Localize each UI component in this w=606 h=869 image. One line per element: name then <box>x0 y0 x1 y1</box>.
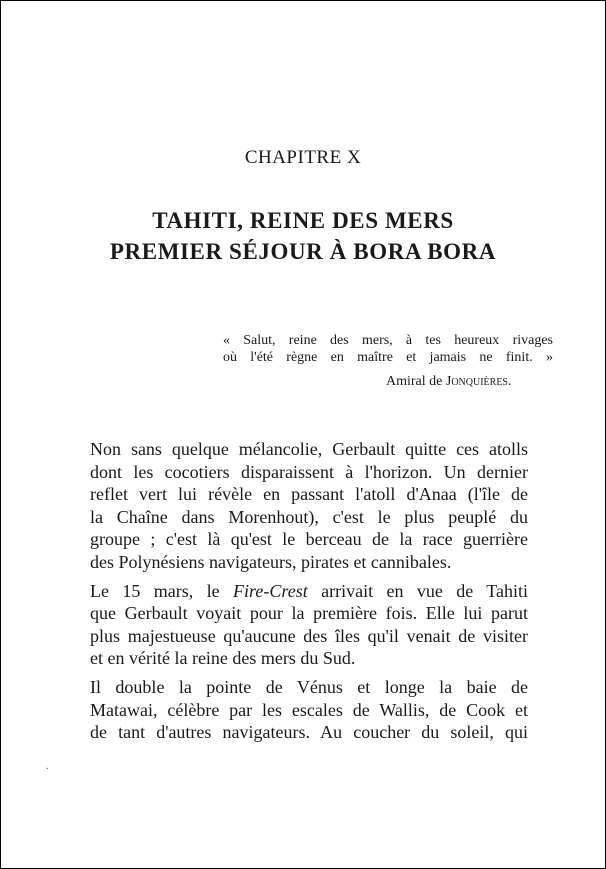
chapter-title-line-1: TAHITI, REINE DES MERS <box>152 208 454 233</box>
paragraph-2 <box>90 580 528 670</box>
paragraph-1 <box>90 438 528 574</box>
p2-line-2: que Gerbault voyait pour la première fois. Elle lui parut <box>90 603 528 624</box>
chapter-title-line-2: PREMIER SÉJOUR À BORA BORA <box>109 239 497 264</box>
margin-mark: . <box>46 761 49 772</box>
p1-line-4: la Chaîne dans Morenhout), c'est le plus peuplé du <box>90 506 528 527</box>
p1-line-3: reflet vert lui révèle en passant l'atoll d'Anaa (l'île de <box>90 484 528 505</box>
epigraph-line-2: où l'été règne en maître et jamais ne finit. » <box>223 350 553 365</box>
chapter-label: CHAPITRE X <box>244 147 362 168</box>
attribution-name: Jonquières. <box>445 374 512 389</box>
body-text <box>90 438 528 750</box>
epigraph-line-1: « Salut, reine des mers, à tes heureux rivages <box>223 333 553 348</box>
boat-name: Fire-Crest <box>233 580 308 601</box>
p3-line-2: Matawai, célèbre par les escales de Wallis, de Cook et <box>90 699 528 720</box>
p2-line-1-pre: Le 15 mars, le <box>90 580 234 601</box>
p1-line-5: groupe ; c'est là qu'est le berceau de la race guerrière <box>90 529 528 550</box>
p1-line-6: des Polynésiens navigateurs, pirates et cannibales. <box>90 551 452 572</box>
p3-line-1: Il double la pointe de Vénus et longe la baie de <box>90 676 528 697</box>
p2-line-3: plus majestueuse qu'aucune des îles qu'il venait de visiter <box>90 625 528 646</box>
attribution-prefix: Amiral de <box>386 374 446 389</box>
p2-line-1 <box>90 580 528 603</box>
paragraph-3 <box>90 676 528 744</box>
p1-line-2: dont les cocotiers disparaissent à l'horizon. Un dernier <box>90 461 528 482</box>
p3-line-3: de tant d'autres navigateurs. Au coucher du soleil, qui <box>90 722 528 743</box>
p2-line-4: et en vérité la reine des mers du Sud. <box>90 648 356 669</box>
epigraph-attribution <box>386 374 512 390</box>
p2-line-1-post: arrivait en vue de Tahiti <box>307 580 529 601</box>
chapter-title <box>1 205 605 267</box>
epigraph <box>223 332 553 366</box>
p1-line-1: Non sans quelque mélancolie, Gerbault quitte ces atolls <box>90 439 528 459</box>
